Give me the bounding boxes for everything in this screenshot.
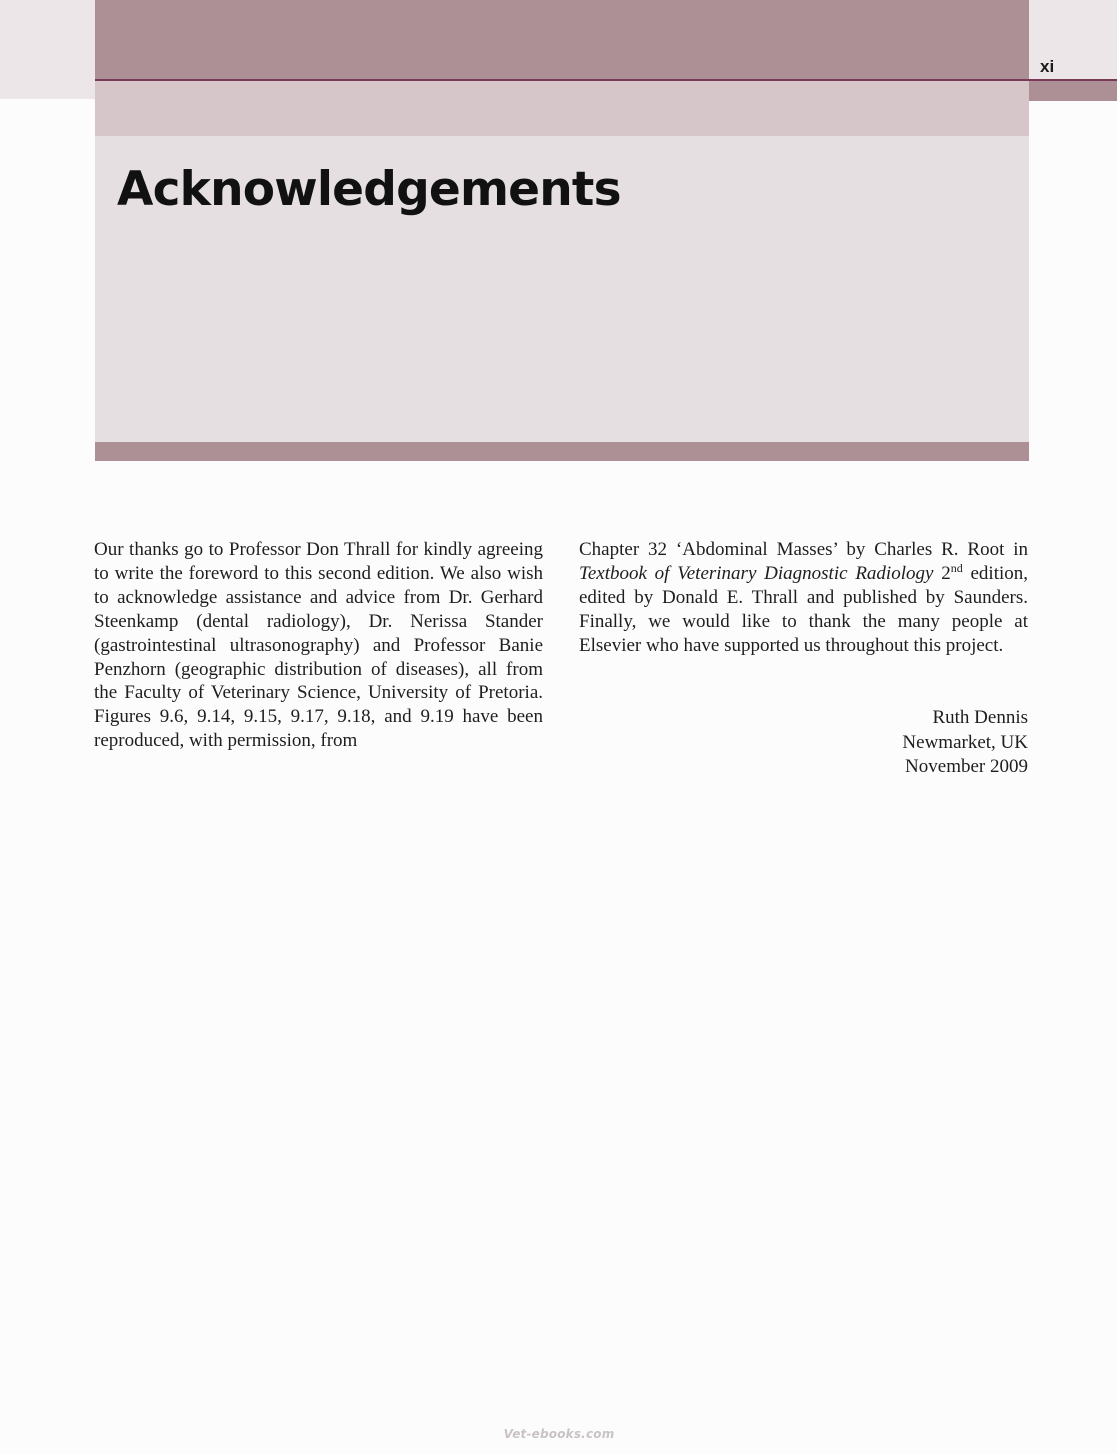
signature-location: Newmarket, UK [902, 731, 1028, 753]
edition-superscript: nd [950, 560, 963, 575]
corner-block-left [0, 0, 95, 99]
body-column-left [94, 538, 543, 753]
paragraph-right-part2: 2 [933, 562, 951, 584]
page-number: xi [1040, 57, 1055, 76]
watermark: Vet-ebooks.com [503, 1427, 615, 1441]
paragraph-right-part1: Chapter 32 ‘Abdominal Masses’ by Charles R. Root in [579, 539, 1028, 560]
signature-name: Ruth Dennis [932, 707, 1028, 728]
paragraph-right-part3: edition, edited by Donald E. Thrall and published by Saunders. Finally, we would like to thank the many people at Elsevier who have supported us throughout this project. [579, 562, 1028, 656]
signature-block [760, 706, 1028, 780]
paragraph-left: Our thanks go to Professor Don Thrall for kindly agreeing to write the foreword to this second edition. We also wish to acknowledge assistance and advice from Dr. Gerhard Steenkamp (dental radiology), Dr. Nerissa Stander (gastrointestinal ultrasonography) and Professor Banie Penzhorn (geographic distribution of diseases), all from the Faculty of Veterinary Science, University of Pretoria. Figures 9.6, 9.14, 9.15, 9.17, 9.18, and 9.19 have been reproduced, with permission, from [94, 539, 543, 752]
corner-strip-right [1029, 80, 1117, 101]
header-band-bottom [95, 442, 1029, 461]
page-title: Acknowledgements [117, 162, 621, 217]
body-column-right [579, 538, 1028, 658]
header-band-top [95, 0, 1029, 80]
book-title: Textbook of Veterinary Diagnostic Radiology [579, 562, 934, 584]
signature-date: November 2009 [905, 756, 1028, 777]
paragraph-right [579, 538, 1028, 658]
header-band-middle [95, 81, 1029, 136]
